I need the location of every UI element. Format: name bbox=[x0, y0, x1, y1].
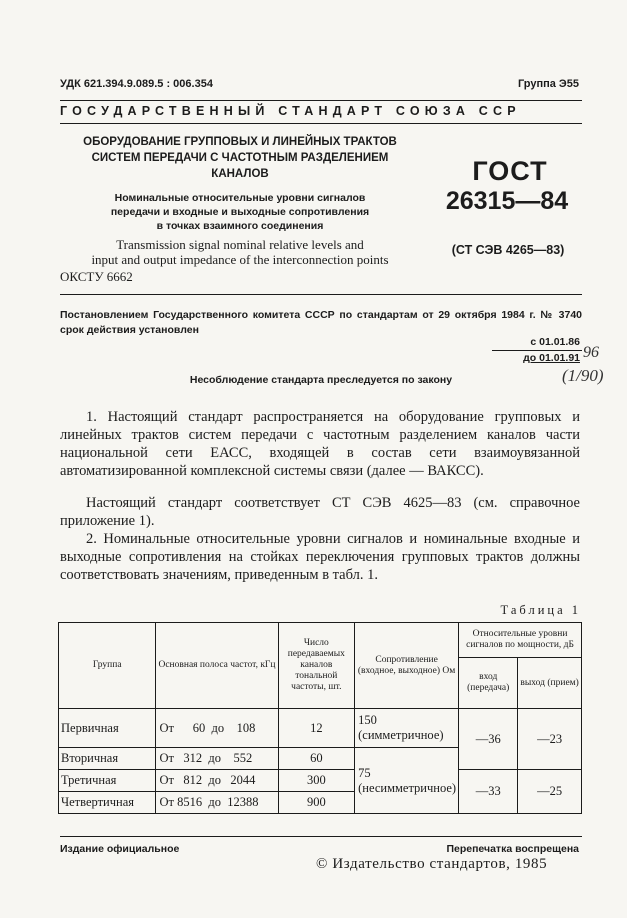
row-channels: 300 bbox=[278, 770, 355, 792]
okstu-code: ОКСТУ 6662 bbox=[60, 269, 133, 284]
band-from-word: От bbox=[159, 751, 174, 765]
band-to: 2044 bbox=[230, 773, 256, 787]
row-channels: 12 bbox=[278, 709, 355, 748]
band-from-word: От bbox=[159, 795, 174, 809]
document-title-en bbox=[60, 237, 420, 267]
header-levels: Относительные уровни сигналов по мощности, дБ bbox=[459, 623, 582, 658]
band-to-word: до bbox=[208, 773, 221, 787]
edition-note: Издание официальное bbox=[60, 843, 180, 855]
header-group: Группа bbox=[59, 623, 156, 709]
header-output: выход (прием) bbox=[518, 658, 582, 709]
levels-table bbox=[58, 622, 582, 814]
level-output-1: —23 bbox=[518, 709, 582, 770]
date-underline bbox=[492, 350, 582, 351]
band-to-word: до bbox=[208, 795, 221, 809]
top-rule bbox=[60, 100, 582, 101]
document-subtitle-ru bbox=[60, 191, 420, 233]
header-channels: Число передаваемых каналов тональной частоты, шт. bbox=[278, 623, 355, 709]
law-notice: Несоблюдение стандарта преследуется по закону bbox=[189, 374, 453, 386]
row-channels: 60 bbox=[278, 748, 355, 770]
header-band: Основная полоса частот, кГц bbox=[156, 623, 278, 709]
date-to: до 01.01.91 bbox=[523, 352, 580, 364]
row-band bbox=[156, 770, 278, 792]
banner-rule bbox=[60, 123, 582, 124]
impedance-symmetric: 150 (симметричное) bbox=[355, 709, 459, 748]
band-to-word: до bbox=[211, 720, 225, 735]
section-rule bbox=[60, 294, 582, 295]
band-from-word: От bbox=[159, 720, 174, 735]
level-input-1: —36 bbox=[459, 709, 518, 770]
header-input: вход (передача) bbox=[459, 658, 518, 709]
band-to: 552 bbox=[233, 751, 253, 765]
subtitle-line-3: в точках взаимного соединения bbox=[156, 220, 324, 232]
band-to: 108 bbox=[236, 720, 256, 735]
title-line-1: ОБОРУДОВАНИЕ ГРУППОВЫХ И ЛИНЕЙНЫХ ТРАКТОВ bbox=[83, 136, 397, 148]
group-code: Группа Э55 bbox=[517, 78, 579, 90]
document-title-ru bbox=[60, 134, 420, 182]
paragraph-1: 1. Настоящий стандарт распространяется на оборудование групповых и линейных трактов систем передачи с частотным разделением каналов части национальной сети ЕАСС, входящей в состав сети взаимоувязанной автоматизированной комплексной системы связи (далее — ВАКСС). bbox=[60, 409, 580, 479]
reprint-note: Перепечатка воспрещена bbox=[446, 843, 579, 855]
handwritten-note-96: 96 bbox=[583, 344, 599, 361]
table-row bbox=[59, 770, 582, 792]
row-channels: 900 bbox=[278, 792, 355, 814]
paragraph-3: 2. Номинальные относительные уровни сигналов и номинальные входные и выходные сопротивления на стойках переключения групповых трактов должны соответствовать значениям, приведенным в табл. 1. bbox=[60, 531, 580, 583]
header-impedance: Сопротивление (входное, выходное) Ом bbox=[355, 623, 459, 709]
row-group: Третичная bbox=[59, 770, 156, 792]
title-en-line-2: input and output impedance of the interconnection points bbox=[91, 252, 389, 267]
subtitle-line-2: передачи и входные и выходные сопротивления bbox=[110, 206, 370, 218]
table-caption: Таблица 1 bbox=[500, 603, 581, 617]
paragraph-2: Настоящий стандарт соответствует СТ СЭВ 4625—83 (см. справочное приложение 1). bbox=[60, 495, 580, 529]
row-group: Первичная bbox=[59, 709, 156, 748]
row-group: Вторичная bbox=[59, 748, 156, 770]
level-output-2: —25 bbox=[518, 770, 582, 814]
level-input-2: —33 bbox=[459, 770, 518, 814]
band-to: 12388 bbox=[227, 795, 259, 809]
date-from: с 01.01.86 bbox=[530, 336, 580, 348]
table-row bbox=[59, 709, 582, 748]
band-from: 8516 bbox=[177, 795, 203, 809]
decree-text: Постановлением Государственного комитета СССР по стандартам от 29 октября 1984 г. № 3740 срок действия установлен bbox=[60, 309, 582, 336]
row-band bbox=[156, 792, 278, 814]
title-line-2: СИСТЕМ ПЕРЕДАЧИ С ЧАСТОТНЫМ РАЗДЕЛЕНИЕМ bbox=[91, 152, 389, 164]
band-from: 312 bbox=[183, 751, 203, 765]
subtitle-line-1: Номинальные относительные уровни сигналов bbox=[114, 192, 366, 204]
impedance-asymmetric: 75 (несимметричное) bbox=[355, 748, 459, 814]
handwritten-note-1190: (1/90) bbox=[562, 366, 604, 385]
gost-number: 26315—84 bbox=[445, 187, 569, 215]
band-from-word: От bbox=[159, 773, 174, 787]
footer-rule bbox=[60, 836, 582, 837]
row-group: Четвертичная bbox=[59, 792, 156, 814]
band-to-word: до bbox=[208, 751, 221, 765]
title-en-line-1: Transmission signal nominal relative levels and bbox=[116, 237, 364, 252]
gost-label: ГОСТ bbox=[472, 156, 548, 186]
copyright-note: © Издательство стандартов, 1985 bbox=[316, 856, 548, 872]
udk-code: УДК 621.394.9.089.5 : 006.354 bbox=[60, 78, 213, 90]
title-line-3: КАНАЛОВ bbox=[211, 168, 269, 180]
band-from: 812 bbox=[183, 773, 203, 787]
row-band bbox=[156, 748, 278, 770]
state-standard-banner: ГОСУДАРСТВЕННЫЙ СТАНДАРТ СОЮЗА ССР bbox=[60, 104, 521, 118]
row-band bbox=[156, 709, 278, 748]
band-from: 60 bbox=[192, 720, 206, 735]
sev-reference: (СТ СЭВ 4265—83) bbox=[451, 243, 565, 257]
